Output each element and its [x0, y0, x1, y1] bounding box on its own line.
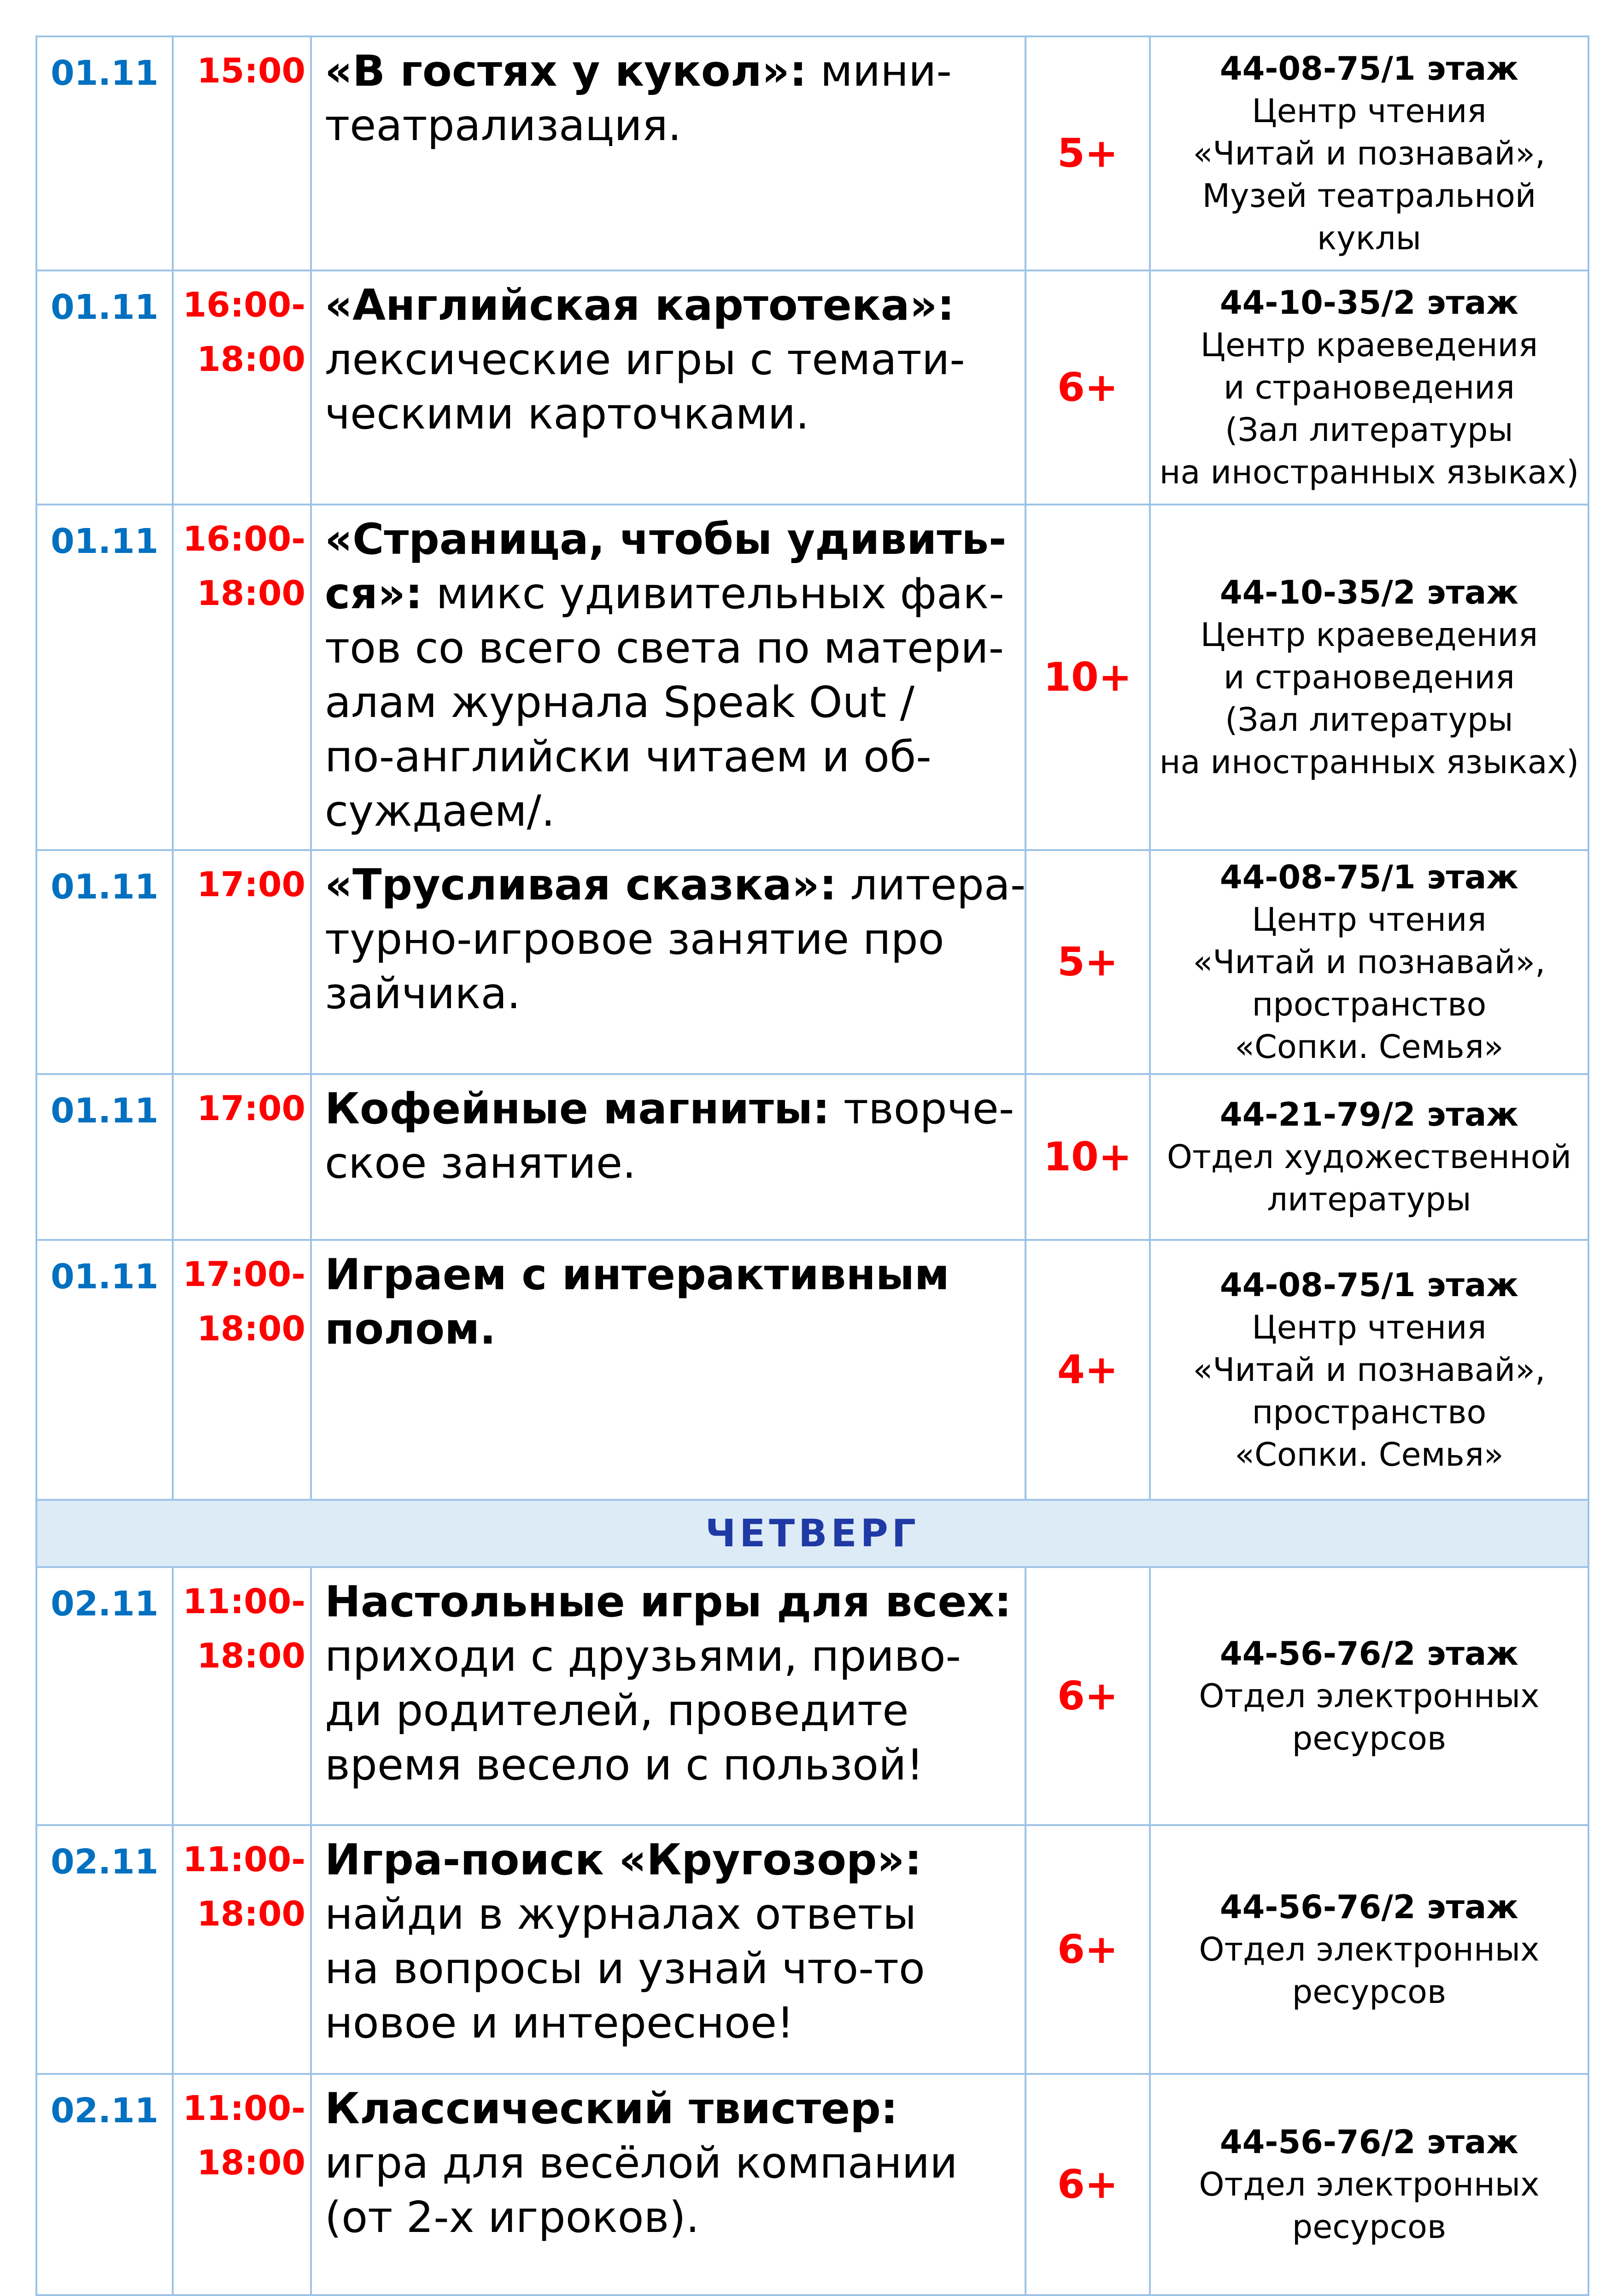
time-line: 17:00	[197, 1089, 305, 1128]
event-row	[36, 850, 1588, 1074]
phone-floor: 44-10-35/2 этаж	[1220, 284, 1518, 322]
title-text: время весело и с пользой!	[325, 1740, 924, 1790]
title-text: приходи с друзьями, приво-	[325, 1631, 961, 1681]
title-bold: Игра-поиск «Кругозор»:	[325, 1835, 922, 1885]
event-location	[1150, 505, 1588, 850]
event-title	[311, 1074, 1025, 1240]
title-text: (от 2-х игроков).	[325, 2192, 700, 2242]
title-text: ди родителей, проведите	[325, 1685, 909, 1735]
event-time	[173, 1240, 311, 1500]
age-rating: 4+	[1025, 1240, 1150, 1500]
title-bold: Кофейные магниты:	[325, 1084, 830, 1133]
event-date: 01.11	[36, 1240, 173, 1500]
title-line	[325, 1302, 1015, 1356]
event-location	[1150, 1567, 1588, 1825]
schedule-table	[35, 35, 1589, 2296]
title-bold: Классический твистер:	[325, 2084, 898, 2133]
time-line: 16:00-	[182, 285, 305, 325]
event-row	[36, 1825, 1588, 2074]
location-line: Отдел электронных	[1199, 2166, 1540, 2203]
phone-floor: 44-10-35/2 этаж	[1220, 574, 1518, 611]
location-line: литературы	[1267, 1180, 1471, 1218]
title-text: ское занятие.	[325, 1138, 636, 1188]
location-line: Отдел электронных	[1199, 1677, 1540, 1715]
time-line: 17:00	[197, 865, 305, 904]
event-time	[173, 1825, 311, 2074]
title-text: ческими карточками.	[325, 389, 809, 439]
phone-floor: 44-56-76/2 этаж	[1220, 2123, 1518, 2161]
location-line: (Зал литературы	[1225, 701, 1513, 739]
event-title	[311, 1567, 1025, 1825]
event-row	[36, 1074, 1588, 1240]
location-line: и страноведения	[1223, 658, 1515, 696]
phone-floor: 44-21-79/2 этаж	[1220, 1096, 1518, 1133]
title-text: мини-	[807, 46, 952, 96]
title-text: по-английски читаем и об-	[325, 732, 932, 781]
event-row	[36, 505, 1588, 850]
location-line: на иностранных языках)	[1159, 743, 1579, 781]
time-line: 18:00	[197, 1894, 305, 1934]
event-location	[1150, 270, 1588, 505]
title-text: зайчика.	[325, 969, 521, 1018]
time-line: 18:00	[197, 2143, 305, 2183]
age-rating: 5+	[1025, 36, 1150, 270]
day-heading-row	[36, 1500, 1588, 1567]
event-time	[173, 270, 311, 505]
title-line	[325, 857, 1026, 912]
location-line: куклы	[1317, 219, 1421, 257]
phone-floor: 44-08-75/1 этаж	[1220, 1266, 1518, 1304]
age-rating: 10+	[1025, 1074, 1150, 1240]
location-line: Центр чтения	[1252, 901, 1487, 939]
title-line	[325, 2081, 1015, 2136]
title-bold: «Трусливая сказка»:	[325, 860, 837, 910]
time-line: 18:00	[197, 574, 305, 613]
location-line: «Читай и познавай»,	[1193, 943, 1546, 981]
title-text: микс удивительных фак-	[422, 569, 1004, 618]
title-text: литера-	[837, 860, 1026, 910]
title-line	[325, 566, 1015, 621]
event-title	[311, 850, 1025, 1074]
title-bold: «Английская картотека»:	[325, 280, 955, 330]
event-title	[311, 1825, 1025, 2074]
phone-floor: 44-56-76/2 этаж	[1220, 1888, 1518, 1926]
event-date: 01.11	[36, 270, 173, 505]
event-location	[1150, 2074, 1588, 2295]
title-line	[325, 1247, 1015, 1302]
event-title	[311, 2074, 1025, 2295]
location-line: Отдел художественной	[1167, 1138, 1571, 1176]
age-rating: 6+	[1025, 1567, 1150, 1825]
time-line: 16:00-	[182, 519, 305, 559]
location-line: Центр чтения	[1252, 92, 1487, 130]
event-date: 02.11	[36, 1825, 173, 2074]
event-title	[311, 1240, 1025, 1500]
title-line	[325, 278, 1015, 332]
event-date: 01.11	[36, 1074, 173, 1240]
event-time	[173, 1074, 311, 1240]
title-bold: Играем с интерактивным	[325, 1250, 949, 1299]
title-text: творче-	[830, 1084, 1014, 1133]
title-text: турно-игровое занятие про	[325, 914, 944, 964]
location-line: (Зал литературы	[1225, 411, 1513, 449]
title-text: алам журнала Speak Out /	[325, 677, 914, 727]
location-line: Центр чтения	[1252, 1309, 1487, 1346]
title-text: игра для весёлой компании	[325, 2138, 958, 2188]
title-bold: «В гостях у кукол»:	[325, 46, 807, 96]
event-row	[36, 1567, 1588, 1825]
event-date: 01.11	[36, 36, 173, 270]
event-location	[1150, 1074, 1588, 1240]
title-text: найди в журналах ответы	[325, 1889, 917, 1939]
location-line: «Сопки. Семья»	[1235, 1436, 1504, 1474]
title-bold: полом.	[325, 1304, 496, 1354]
age-rating: 6+	[1025, 270, 1150, 505]
location-line: Отдел электронных	[1199, 1931, 1540, 1968]
day-heading: ЧЕТВЕРГ	[36, 1500, 1588, 1567]
title-line	[325, 44, 1015, 98]
location-line: ресурсов	[1292, 2208, 1447, 2246]
location-line: «Сопки. Семья»	[1235, 1028, 1504, 1066]
phone-floor: 44-08-75/1 этаж	[1220, 858, 1518, 896]
location-line: ресурсов	[1292, 1720, 1447, 1757]
event-date: 02.11	[36, 1567, 173, 1825]
event-row	[36, 36, 1588, 270]
age-rating: 5+	[1025, 850, 1150, 1074]
location-line: «Читай и познавай»,	[1193, 1351, 1546, 1389]
event-location	[1150, 1825, 1588, 2074]
time-line: 15:00	[197, 51, 305, 91]
time-line: 18:00	[197, 1309, 305, 1349]
location-line: Музей театральной	[1202, 177, 1536, 215]
title-text: суждаем/.	[325, 786, 555, 836]
event-date: 02.11	[36, 2074, 173, 2295]
time-line: 18:00	[197, 1636, 305, 1676]
title-text: новое и интересное!	[325, 1998, 794, 2048]
title-bold: «Страница, чтобы удивить-	[325, 514, 1007, 564]
event-title	[311, 270, 1025, 505]
event-location	[1150, 36, 1588, 270]
time-line: 18:00	[197, 340, 305, 379]
time-line: 11:00-	[182, 1582, 305, 1621]
event-title	[311, 36, 1025, 270]
event-row	[36, 1240, 1588, 1500]
location-line: пространство	[1252, 1393, 1487, 1431]
event-title	[311, 505, 1025, 850]
location-line: Центр краеведения	[1200, 616, 1538, 654]
title-line	[325, 1081, 1015, 1136]
title-text: лексические игры с темати-	[325, 335, 965, 384]
location-line: Центр краеведения	[1200, 326, 1538, 364]
time-line: 11:00-	[182, 1840, 305, 1879]
phone-floor: 44-56-76/2 этаж	[1220, 1635, 1518, 1673]
title-line	[325, 1832, 1015, 1887]
location-line: «Читай и познавай»,	[1193, 135, 1546, 172]
phone-floor: 44-08-75/1 этаж	[1220, 50, 1518, 88]
event-time	[173, 1567, 311, 1825]
age-rating: 6+	[1025, 1825, 1150, 2074]
event-time	[173, 850, 311, 1074]
title-line	[325, 1574, 1015, 1629]
location-line: на иностранных языках)	[1159, 453, 1579, 491]
time-line: 11:00-	[182, 2089, 305, 2128]
location-line: пространство	[1252, 986, 1487, 1023]
title-text: театрализация.	[325, 100, 682, 150]
event-row	[36, 270, 1588, 505]
location-line: ресурсов	[1292, 1973, 1447, 2011]
event-date: 01.11	[36, 850, 173, 1074]
event-time	[173, 2074, 311, 2295]
title-text: на вопросы и узнай что-то	[325, 1944, 925, 1993]
title-bold: Настольные игры для всех:	[325, 1577, 1012, 1627]
time-line: 17:00-	[182, 1255, 305, 1294]
event-date: 01.11	[36, 505, 173, 850]
event-location	[1150, 1240, 1588, 1500]
location-line: и страноведения	[1223, 369, 1515, 406]
event-row	[36, 2074, 1588, 2295]
event-time	[173, 36, 311, 270]
event-location	[1150, 850, 1588, 1074]
title-line	[325, 512, 1015, 566]
title-bold: ся»:	[325, 569, 423, 618]
title-text: тов со всего света по матери-	[325, 623, 1004, 673]
age-rating: 6+	[1025, 2074, 1150, 2295]
event-time	[173, 505, 311, 850]
age-rating: 10+	[1025, 505, 1150, 850]
